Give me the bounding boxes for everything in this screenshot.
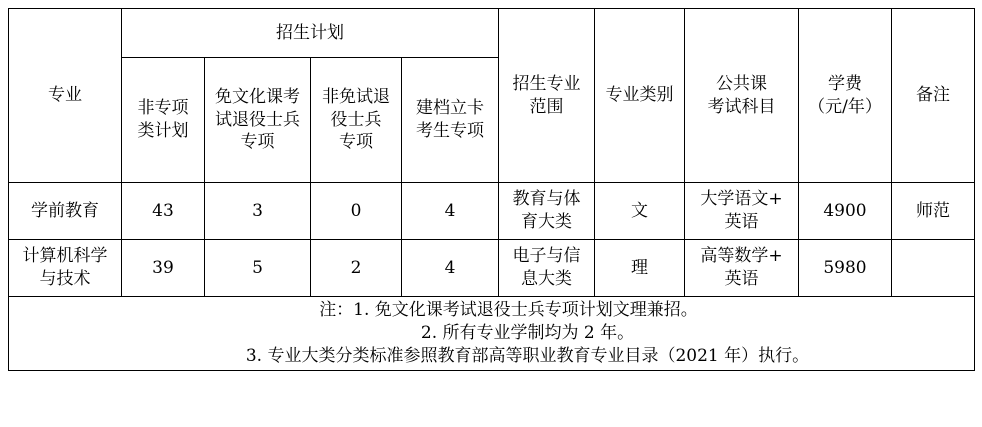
header-plan-nonspecial [122,58,205,183]
header-exam-line-2: 考试科目 [707,96,776,117]
cell-exam-line-2: 英语 [724,269,759,289]
header-plan-nonexempt-veteran-line-1: 非免试退 [322,86,390,107]
cell-tuition: 4900 [799,183,892,240]
header-major: 专业 [9,9,122,183]
cell-plan-nonspecial: 43 [122,183,205,240]
cell-plan-nonexempt-veteran: 0 [311,183,402,240]
note-line-1: 注：1. 免文化课考试退役士兵专项计划文理兼招。 [319,300,698,320]
cell-scope-line-2: 息大类 [521,269,572,289]
header-tuition-line-2: （元/年） [808,96,882,117]
header-plan-nonexempt-veteran-line-3: 专项 [339,132,373,153]
note-line-2: 2. 所有专业学制均为 2 年。 [420,322,635,343]
admission-plan-table [8,8,975,371]
cell-exam [685,183,799,240]
cell-exam-line-2: 英语 [724,212,759,232]
cell-major-line-1: 学前教育 [31,200,99,221]
cell-plan-poverty: 4 [402,183,499,240]
note-line-3: 3. 专业大类分类标准参照教育部高等职业教育专业目录（2021 年）执行。 [245,345,810,366]
header-exam-line-1: 公共课 [716,73,767,94]
cell-plan-exempt-veteran: 5 [205,240,311,297]
cell-remark: 师范 [892,183,975,240]
cell-major [9,240,122,297]
cell-plan-poverty: 4 [402,240,499,297]
header-plan-exempt-veteran [205,58,311,183]
header-remark: 备注 [892,9,975,183]
cell-scope-line-1: 电子与信 [512,246,581,267]
cell-exam-line-1: 大学语文+ [700,189,783,210]
header-plan-exempt-veteran-line-1: 免文化课考 [215,86,300,107]
header-tuition [799,9,892,183]
cell-category: 文 [595,183,685,240]
header-tuition-line-1: 学费 [828,73,862,94]
header-plan-poverty [402,58,499,183]
cell-scope-line-2: 育大类 [521,212,572,232]
cell-scope [499,183,595,240]
table-header-row-1 [9,9,975,58]
header-plan-exempt-veteran-line-3: 专项 [240,132,275,153]
header-plan-poverty-line-1: 建档立卡 [416,98,484,119]
header-plan-exempt-veteran-line-2: 试退役士兵 [215,109,300,130]
cell-major [9,183,122,240]
cell-plan-nonspecial: 39 [122,240,205,297]
header-scope-line-2: 范围 [529,96,564,117]
header-exam [685,9,799,183]
cell-major-line-1: 计算机科学 [22,246,108,267]
header-plan-nonspecial-line-2: 类计划 [137,121,189,141]
header-scope [499,9,595,183]
cell-scope-line-1: 教育与体 [512,189,581,210]
header-plan-nonspecial-line-1: 非专项 [137,98,189,119]
cell-tuition: 5980 [799,240,892,297]
header-scope-line-1: 招生专业 [512,73,581,94]
cell-plan-exempt-veteran: 3 [205,183,311,240]
cell-remark [892,240,975,297]
header-plan-nonexempt-veteran [311,58,402,183]
cell-scope [499,240,595,297]
cell-exam [685,240,799,297]
table-row [9,183,975,240]
header-plan-nonexempt-veteran-line-2: 役士兵 [330,109,382,130]
table-notes-row [9,297,975,371]
cell-major-line-2: 与技术 [39,269,91,289]
header-category: 专业类别 [595,9,685,183]
cell-exam-line-1: 高等数学+ [700,246,783,267]
table-row [9,240,975,297]
header-plan-group: 招生计划 [122,9,499,58]
notes-cell [9,297,975,371]
cell-plan-nonexempt-veteran: 2 [311,240,402,297]
cell-category: 理 [595,240,685,297]
header-plan-poverty-line-2: 考生专项 [416,121,484,141]
